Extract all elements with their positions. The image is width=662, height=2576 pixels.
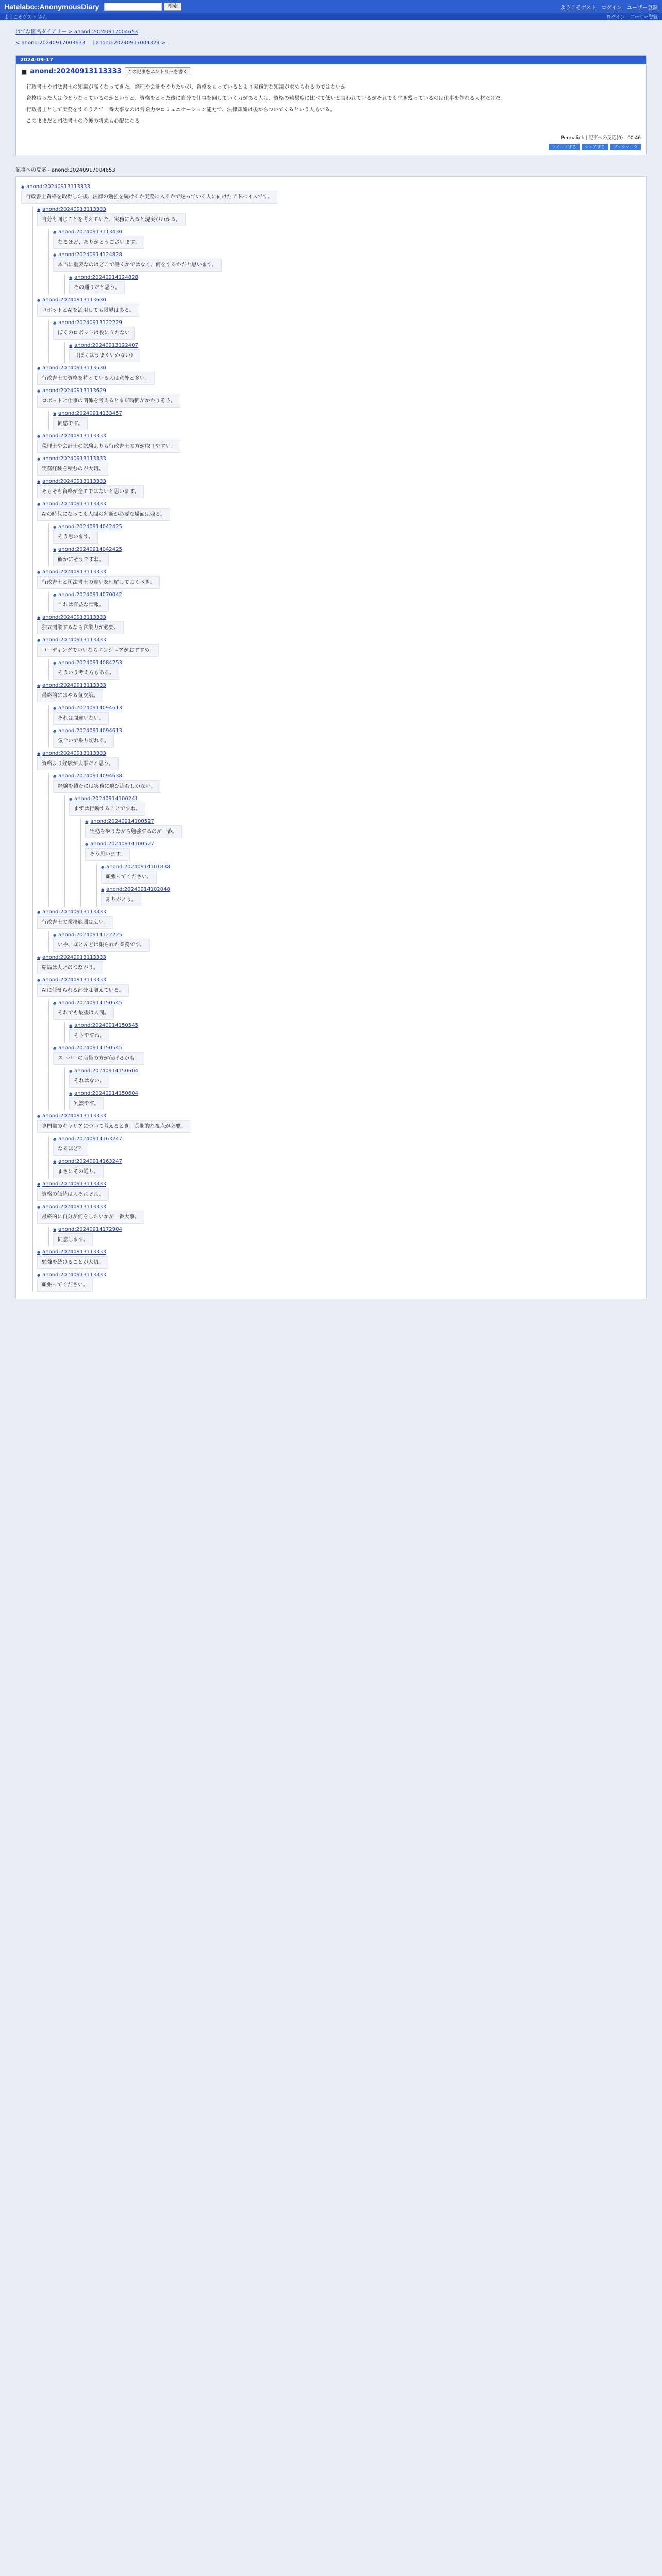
comment xyxy=(37,501,641,566)
comment xyxy=(37,955,641,974)
comment-id-link[interactable]: ● anond:20240913122229 xyxy=(53,320,122,326)
entry-paragraph: このままだと司法書士の今後の将来も心配になる。 xyxy=(26,118,145,124)
comment xyxy=(53,1227,641,1246)
comment-body: 気合いで乗り切れる。 xyxy=(53,735,114,748)
comment xyxy=(53,547,641,566)
comment-header xyxy=(101,864,641,870)
comment xyxy=(53,1159,641,1178)
comment xyxy=(101,887,641,906)
comment-header xyxy=(53,773,641,779)
breadcrumb-link[interactable]: はてな匿名ダイアリー > anond:20240917004653 xyxy=(15,29,138,35)
reply-thread xyxy=(48,411,641,430)
comment-body: ありがとう。 xyxy=(101,893,141,906)
comment-header xyxy=(37,955,641,960)
comment xyxy=(37,479,641,498)
comment-header xyxy=(53,1227,641,1232)
comment xyxy=(53,932,641,952)
comment-header xyxy=(53,524,641,530)
comment-header xyxy=(85,841,641,847)
comment-body: スーパーの店員の方が稼げるかも。 xyxy=(53,1052,144,1065)
comment xyxy=(53,252,641,294)
comment-body: 資格より経験が大事だと思う。 xyxy=(37,757,119,770)
comment xyxy=(69,1068,641,1088)
entry-date: 2024-09-17 xyxy=(16,56,646,64)
comment-header xyxy=(69,1023,641,1028)
comment-header xyxy=(53,1136,641,1142)
comment-header xyxy=(53,411,641,416)
comment-id-link[interactable]: ● anond:20240913113333 xyxy=(37,615,106,620)
comment-id-link[interactable]: ● anond:20240914172904 xyxy=(53,1227,122,1232)
top-bar xyxy=(0,0,662,13)
prev-entry-link[interactable]: < anond:20240917003633 xyxy=(15,40,86,46)
comment-body: 頑張ってください。 xyxy=(101,871,157,884)
comment-body: まさにその通り。 xyxy=(53,1165,104,1178)
comment-id-link[interactable]: ● anond:20240914100527 xyxy=(85,841,154,847)
comment-body: 冗談です。 xyxy=(69,1097,104,1110)
comment-header xyxy=(37,977,641,983)
comment-header xyxy=(37,207,641,212)
comment-body: 最終的にはやる気次第。 xyxy=(37,689,103,702)
comment-header xyxy=(69,1068,641,1074)
comment-header xyxy=(53,320,641,326)
comment-id-link[interactable]: ● anond:20240913113333 xyxy=(37,569,106,575)
comment-header xyxy=(37,297,641,303)
comment-body: AIに任せられる部分は増えている。 xyxy=(37,984,129,997)
comment-id-link[interactable]: ● anond:20240914124828 xyxy=(69,275,138,280)
entry-body xyxy=(16,78,646,134)
comment-id-link[interactable]: ● anond:20240914150604 xyxy=(69,1091,138,1096)
comment xyxy=(37,909,641,952)
comment-header xyxy=(53,252,641,258)
comment xyxy=(53,320,641,362)
reply-thread xyxy=(48,660,641,680)
breadcrumb xyxy=(0,20,662,37)
comment-id-link[interactable]: ● anond:20240913113333 xyxy=(37,207,106,212)
comment xyxy=(37,683,641,748)
comment xyxy=(37,637,641,680)
comment-id-link[interactable]: ● anond:20240914150545 xyxy=(53,1000,122,1006)
comment-id-link[interactable]: ● anond:20240913113430 xyxy=(53,229,122,235)
entry xyxy=(15,55,647,155)
comment-id-link[interactable]: ● anond:20240913113333 xyxy=(37,501,106,507)
reply-thread xyxy=(32,207,641,1292)
comment-id-link[interactable]: ● anond:20240914163247 xyxy=(53,1159,122,1164)
comment xyxy=(53,1136,641,1156)
comment-header xyxy=(37,433,641,439)
comment-body: 行政書士の業務範囲は広い。 xyxy=(37,916,113,929)
comment-header xyxy=(37,569,641,575)
comment-id-link[interactable]: ● anond:20240913113333 xyxy=(37,1181,106,1187)
top-link-2[interactable]: ユーザー登録 xyxy=(627,5,658,11)
comment-body: 税理士や会計士の試験よりも行政書士の方が取りやすい。 xyxy=(37,440,180,453)
comment xyxy=(85,841,641,906)
search-button[interactable]: 検索 xyxy=(164,3,181,11)
comment-body: ぼくのロボットは役に立たない xyxy=(53,327,135,340)
comment xyxy=(53,660,641,680)
reply-thread xyxy=(48,524,641,566)
comment-header xyxy=(53,728,641,734)
comment xyxy=(69,1023,641,1042)
comment-id-link[interactable]: ● anond:20240913113333 xyxy=(37,637,106,643)
comment-header xyxy=(53,1045,641,1051)
comment-body: 経験を積むには実務に飛び込むしかない。 xyxy=(53,780,160,793)
comment xyxy=(37,615,641,634)
comment-id-link[interactable]: ● anond:20240914102048 xyxy=(101,887,170,892)
comment xyxy=(37,1272,641,1292)
comment xyxy=(37,388,641,430)
comment-id-link[interactable]: ● anond:20240913113333 xyxy=(21,184,90,190)
comment xyxy=(37,1204,641,1246)
comment-body: 結局は人とのつながり。 xyxy=(37,961,103,974)
comment xyxy=(37,569,641,612)
comment-header xyxy=(37,501,641,507)
entry-paragraph: 行政書士や司法書士の知識が高くなってきた。経理や会計をやりたいが、資格をもっているとより実務的な知識が求められるのではないか xyxy=(26,84,346,90)
comment-header xyxy=(69,1091,641,1096)
entry-title-row xyxy=(16,64,646,78)
comment-body: （ぼくはうまくいかない） xyxy=(69,349,140,362)
comment-body: 本当に重要なのはどこで働くかではなく、何をするかだと思います。 xyxy=(53,259,222,272)
comment-id-link[interactable]: ● anond:20240913113629 xyxy=(37,388,106,394)
comment xyxy=(53,773,641,906)
comment xyxy=(21,184,641,1292)
comment xyxy=(37,1181,641,1201)
comment xyxy=(53,524,641,544)
responses-heading: 記事への反応 - anond:20240917004653 xyxy=(15,167,115,173)
comment-body: 専門職のキャリアについて考えるとき、長期的な視点が必要。 xyxy=(37,1120,190,1133)
comment-header xyxy=(53,932,641,938)
comment-id-link[interactable]: ● anond:20240914150604 xyxy=(69,1068,138,1074)
comment-id-link[interactable]: ● anond:20240913113530 xyxy=(37,365,106,371)
comment-id-link[interactable]: ● anond:20240913122407 xyxy=(69,343,138,348)
reply-thread xyxy=(80,819,641,906)
comment-body: 勉強を続けることが大切。 xyxy=(37,1256,108,1269)
reply-thread xyxy=(48,592,641,612)
comment xyxy=(53,229,641,249)
comment-id-link[interactable]: ● anond:20240914150545 xyxy=(53,1045,122,1051)
comment-body: 行政書士と司法書士の違いを理解しておくべき。 xyxy=(37,576,160,589)
comment xyxy=(37,977,641,1110)
comment xyxy=(53,1000,641,1042)
comment-body: 実務経験を積むのが大切。 xyxy=(37,463,108,476)
comment-header xyxy=(37,909,641,915)
comment-body: そう思います。 xyxy=(53,531,98,544)
comment-header xyxy=(53,660,641,666)
comment-body: ロボットとAIを活用しても限界はある。 xyxy=(37,304,139,317)
comment-body: その通りだと思う。 xyxy=(69,281,125,294)
comment-id-link[interactable]: ● anond:20240913113333 xyxy=(37,1249,106,1255)
comment-body: まずは行動することですね。 xyxy=(69,803,145,816)
comment-header xyxy=(37,683,641,688)
reply-thread xyxy=(48,705,641,748)
comment-id-link[interactable]: ● anond:20240914094638 xyxy=(53,773,122,779)
reply-thread xyxy=(48,1000,641,1110)
comment xyxy=(69,275,641,294)
comment xyxy=(37,1249,641,1269)
comment-body: それでも最後は人間。 xyxy=(53,1007,114,1020)
entry-footer[interactable]: Permalink | 記事への反応(0) | 00:46 xyxy=(561,135,641,141)
entry-paragraph: 資格取った人は今どうなっているのかというと、資格をとった後に自分で仕事を回していく力がある人は、資格の難易度に比べて低いと言われているがそれでも生き残っているのは仕事を作れる人材だけだ。 xyxy=(26,96,506,101)
comment-id-link[interactable]: ● anond:20240914122225 xyxy=(53,932,122,938)
comment xyxy=(53,705,641,725)
entry-navigation xyxy=(0,37,662,49)
reply-thread xyxy=(48,773,641,906)
comment-id-link[interactable]: ● anond:20240914042425 xyxy=(53,547,122,552)
comment-body: それは間違いない。 xyxy=(53,712,109,725)
top-link-1[interactable]: ログイン xyxy=(601,5,622,11)
comment-header xyxy=(53,547,641,552)
site-logo[interactable]: Hatelabo::AnonymousDiary xyxy=(4,3,100,11)
comment-id-link[interactable]: ● anond:20240913113333 xyxy=(37,479,106,484)
reply-thread xyxy=(48,1227,641,1246)
search-input[interactable] xyxy=(104,3,162,11)
comment-header xyxy=(101,887,641,892)
bullet-icon: ■ xyxy=(21,67,27,75)
comment xyxy=(37,365,641,385)
comment-id-link[interactable]: ● anond:20240914133457 xyxy=(53,411,122,416)
comment xyxy=(53,728,641,748)
comment-header xyxy=(69,796,641,802)
comment-id-link[interactable]: ● anond:20240913113333 xyxy=(37,1204,106,1210)
comment xyxy=(101,864,641,884)
comment-header xyxy=(37,615,641,620)
comment-id-link[interactable]: ● anond:20240913113333 xyxy=(37,977,106,983)
comment-body: 確かにそうですね。 xyxy=(53,553,109,566)
comment-header xyxy=(53,592,641,598)
login-link[interactable]: ログイン xyxy=(606,15,625,20)
bookmark-button[interactable]: ブックマーク xyxy=(610,144,641,150)
comment-header xyxy=(53,1000,641,1006)
comment xyxy=(37,1113,641,1178)
comment-body: なるほど？ xyxy=(53,1143,88,1156)
comment-header xyxy=(37,637,641,643)
comment xyxy=(69,1091,641,1110)
comment-id-link[interactable]: ● anond:20240913113630 xyxy=(37,297,106,303)
comment-header xyxy=(37,479,641,484)
comment-id-link[interactable]: ● anond:20240913113333 xyxy=(37,1272,106,1278)
entry-title[interactable]: anond:20240913113333 xyxy=(30,67,122,75)
comment-body: 自分も同じことを考えていた。実務に入ると現実がわかる。 xyxy=(37,213,186,226)
comment-body: 行政書士の資格を持っている人は意外と多い。 xyxy=(37,372,155,385)
comment xyxy=(69,796,641,906)
reply-thread xyxy=(48,229,641,294)
comment-id-link[interactable]: ● anond:20240914100527 xyxy=(85,819,154,824)
sub-bar xyxy=(0,13,662,20)
tweet-button[interactable]: ツイートする xyxy=(549,144,579,150)
comment-header xyxy=(69,343,641,348)
comment-body: 同感です。 xyxy=(53,417,88,430)
comment xyxy=(37,456,641,476)
comment-header xyxy=(53,229,641,235)
comment xyxy=(85,819,641,838)
comment-id-link[interactable]: ● anond:20240913113333 xyxy=(37,433,106,439)
top-links xyxy=(560,3,658,11)
comment xyxy=(37,207,641,294)
comment-id-link[interactable]: ● anond:20240914094613 xyxy=(53,705,122,711)
comment-body: 実務をやりながら勉強するのが一番。 xyxy=(85,825,182,838)
comment-body: そうですね。 xyxy=(69,1029,109,1042)
comment-id-link[interactable]: ● anond:20240914070042 xyxy=(53,592,122,598)
comment xyxy=(37,297,641,362)
responses-tree xyxy=(15,176,647,1299)
comment-body: これは有益な情報。 xyxy=(53,599,109,612)
comment-body: コーディングでいいならエンジニアがおすすめ。 xyxy=(37,644,159,657)
comment-body: それはない。 xyxy=(69,1075,109,1088)
next-entry-link[interactable]: | anond:20240917004329 > xyxy=(92,40,166,46)
reply-thread xyxy=(64,1068,641,1110)
comment-body: そう思います。 xyxy=(85,848,130,861)
greeting: ようこそゲスト さん xyxy=(4,15,47,20)
share-buttons xyxy=(16,144,646,155)
comment-body: 独立開業するなら営業力が必要。 xyxy=(37,621,124,634)
reply-thread xyxy=(48,320,641,362)
reply-thread xyxy=(64,343,641,362)
comment-id-link[interactable]: ● anond:20240913113333 xyxy=(37,955,106,960)
comment-body: そういう考え方もある。 xyxy=(53,667,119,680)
comment-body: なるほど、ありがとうございます。 xyxy=(53,236,144,249)
comment-id-link[interactable]: ● anond:20240914084253 xyxy=(53,660,122,666)
comment-body: いや、ほとんどは限られた業務です。 xyxy=(53,939,150,952)
reply-thread xyxy=(64,1023,641,1042)
share-button[interactable]: シェアする xyxy=(582,144,608,150)
comment xyxy=(53,592,641,612)
comment-header xyxy=(37,751,641,756)
comment-header xyxy=(37,456,641,462)
comment-header xyxy=(53,705,641,711)
comment-header xyxy=(37,1272,641,1278)
comment xyxy=(53,1045,641,1110)
comment-header xyxy=(21,184,641,190)
comment-id-link[interactable]: ● anond:20240913113333 xyxy=(37,1113,106,1119)
comment-header xyxy=(69,275,641,280)
entry-paragraph: 行政書士として実務をするうえで一番大事なのは営業力やコミュニケーション能力で、法律知識は後からついてくるという人もいる。 xyxy=(26,107,336,113)
comment-id-link[interactable]: ● anond:20240914150545 xyxy=(69,1023,138,1028)
comment-id-link[interactable]: ● anond:20240913113333 xyxy=(37,909,106,915)
comment-header xyxy=(37,1181,641,1187)
comment-body: ロボットと仕事の関係を考えるとまだ時間がかかりそう。 xyxy=(37,395,180,408)
comment xyxy=(53,411,641,430)
comment-header xyxy=(85,819,641,824)
comment-body: 同意します。 xyxy=(53,1233,93,1246)
top-link-0[interactable]: ようこそゲスト xyxy=(560,5,597,11)
reply-thread xyxy=(48,1136,641,1178)
comment-id-link[interactable]: ● anond:20240914100241 xyxy=(69,796,138,802)
comment-body: 最終的に自分が何をしたいかが一番大事。 xyxy=(37,1211,144,1224)
comment xyxy=(69,343,641,362)
comment xyxy=(37,433,641,453)
comment-header xyxy=(37,1204,641,1210)
comment-id-link[interactable]: ● anond:20240914163247 xyxy=(53,1136,122,1142)
comment xyxy=(37,751,641,906)
comment-body: そもそも資格が全てではないと思います。 xyxy=(37,485,144,498)
reply-thread xyxy=(64,275,641,294)
comment-id-link[interactable]: ● anond:20240913113333 xyxy=(37,751,106,756)
reply-thread xyxy=(96,864,641,906)
comment-body: 行政書士資格を取得した後、法律の勉強を続けるか実務に入るかで迷っている人に向けたアドバイスです。 xyxy=(21,191,277,204)
reply-thread xyxy=(64,796,641,906)
comment-header xyxy=(37,1113,641,1119)
comment-header xyxy=(37,388,641,394)
comment-body: 資格の価値は人それぞれ。 xyxy=(37,1188,109,1201)
comment-header xyxy=(53,1159,641,1164)
reply-thread xyxy=(48,932,641,952)
register-link[interactable]: ユーザー登録 xyxy=(630,15,658,20)
comment-id-link[interactable]: ● anond:20240914042425 xyxy=(53,524,122,530)
comment-header xyxy=(37,1249,641,1255)
comment-body: 頑張ってください。 xyxy=(37,1279,93,1292)
comment-header xyxy=(37,365,641,371)
comment-id-link[interactable]: ● anond:20240914124828 xyxy=(53,252,122,258)
comment-id-link[interactable]: ● anond:20240913113333 xyxy=(37,683,106,688)
comment-id-link[interactable]: ● anond:20240914101838 xyxy=(101,864,170,870)
comment-id-link[interactable]: ● anond:20240914094613 xyxy=(53,728,122,734)
comment-body: AIの時代になっても人間の判断が必要な場面は残る。 xyxy=(37,508,170,521)
write-entry-button[interactable]: この記事をエントリーを書く xyxy=(125,67,190,75)
comment-id-link[interactable]: ● anond:20240913113333 xyxy=(37,456,106,462)
